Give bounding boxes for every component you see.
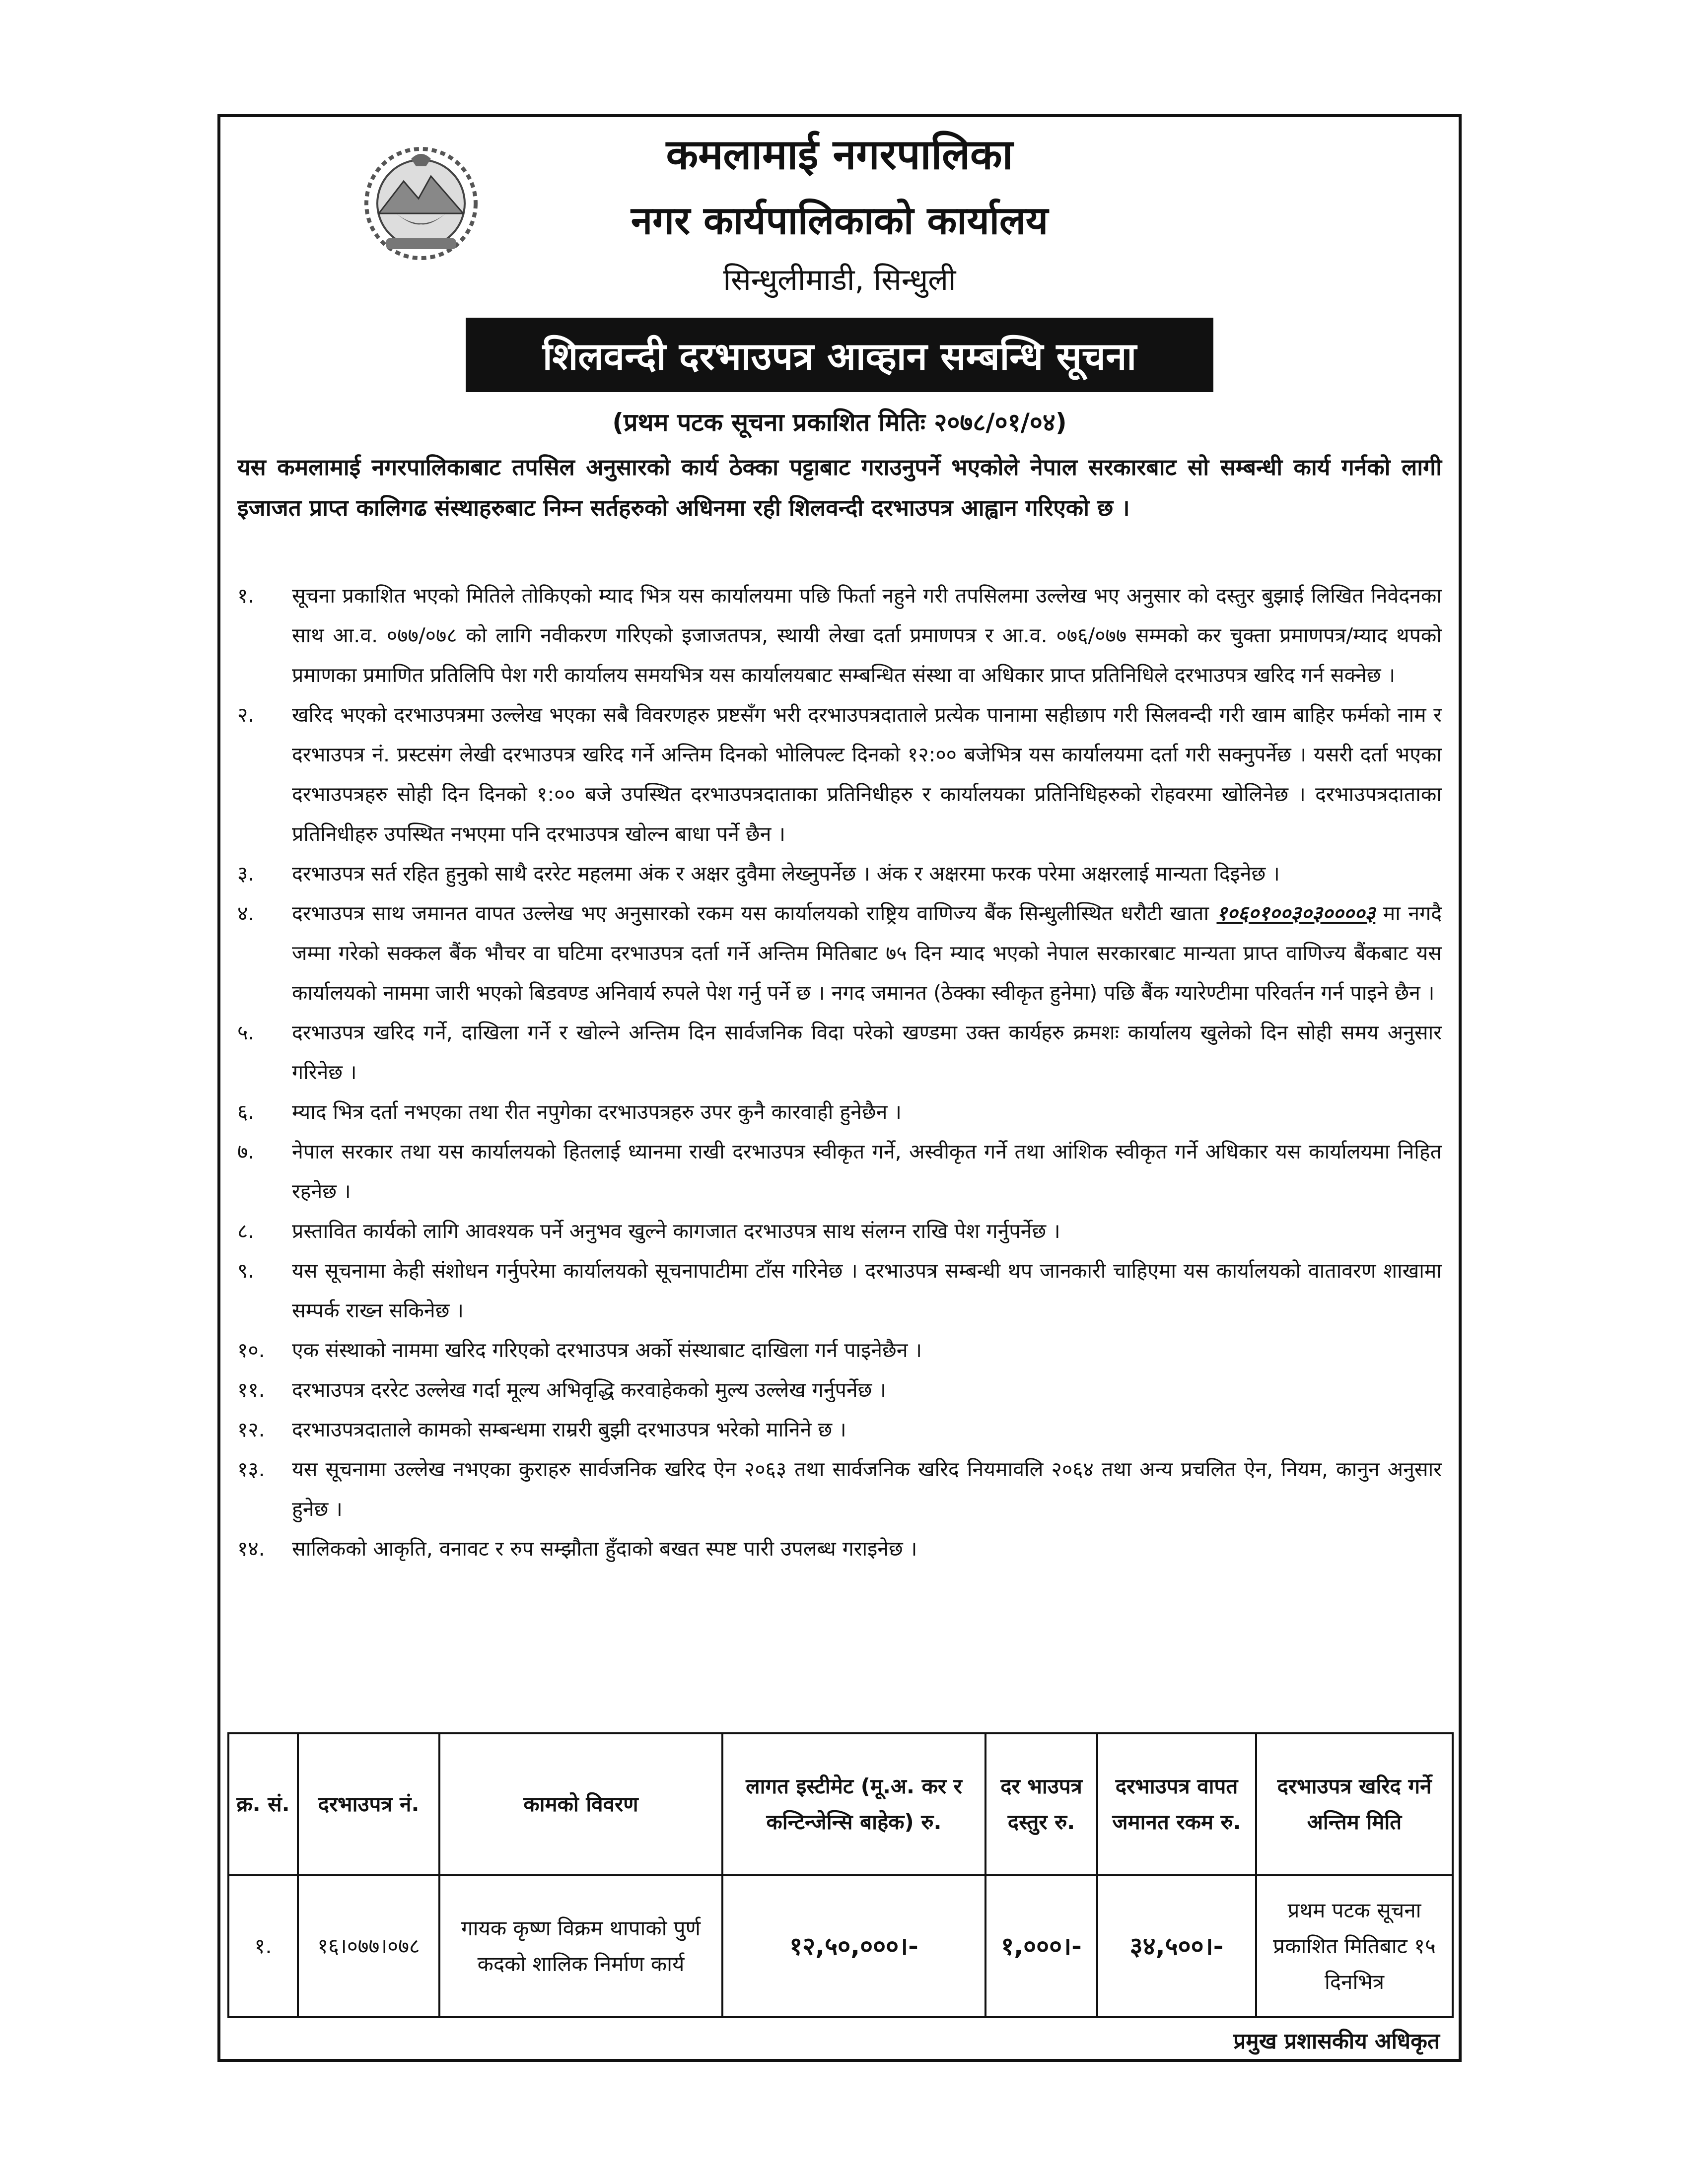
condition-number: ३. — [237, 862, 255, 886]
table-cell: १६।०७७।०७८ — [298, 1875, 439, 2017]
condition-item — [237, 1370, 1442, 1410]
condition-item — [237, 854, 1442, 893]
condition-item — [237, 1330, 1442, 1370]
condition-number: १०. — [237, 1338, 265, 1362]
table-cell: १२,५०,०००।- — [722, 1875, 985, 2017]
condition-number: १२. — [237, 1418, 265, 1441]
office-location: सिन्धुलीमाडी, सिन्धुली — [723, 263, 956, 297]
column-header: क्र. सं. — [228, 1733, 298, 1875]
condition-item — [237, 1529, 1442, 1569]
column-header: कामको विवरण — [439, 1733, 722, 1875]
condition-number: ६. — [237, 1100, 255, 1124]
conditions-list — [237, 576, 1442, 1569]
condition-number: ९. — [237, 1259, 255, 1283]
org-name: कमलामाई नगरपालिका — [666, 130, 1013, 179]
table-header-row — [228, 1733, 1453, 1875]
condition-item — [237, 695, 1442, 854]
condition-number: २. — [237, 703, 255, 727]
condition-item — [237, 893, 1442, 1013]
signature-title: प्रमुख प्रशासकीय अधिकृत — [1233, 2029, 1440, 2054]
condition-item — [237, 1211, 1442, 1251]
condition-number: ४. — [237, 901, 255, 925]
condition-text: दरभाउपत्र साथ जमानत वापत उल्लेख भए अनुसारको रकम यस कार्यालयको राष्ट्रिय वाणिज्य बैंक सिन्धुलीस्थित धरौटी खाता — [292, 901, 1217, 925]
condition-item — [237, 1251, 1442, 1330]
condition-text: दरभाउपत्र खरिद गर्ने, दाखिला गर्ने र खोल्ने अन्तिम दिन सार्वजनिक विदा परेको खण्डमा उक्त कार्यहरु क्रमशः कार्यालय खुलेको दिन सोही समय अनुसार गरिनेछ । — [292, 1021, 1442, 1084]
condition-text: सालिकको आकृति, वनावट र रुप सम्झौता हुँदाको बखत स्पष्ट पारी उपलब्ध गराइनेछ । — [292, 1537, 917, 1561]
condition-text: खरिद भएको दरभाउपत्रमा उल्लेख भएका सबै विवरणहरु प्रष्टसँग भरी दरभाउपत्रदाताले प्रत्येक पानामा सहीछाप गरी सिलवन्दी गरी खाम बाहिर फर्मको नाम र दरभाउपत्र नं. प्रस्टसंग लेखी दरभाउपत्र खरिद गर्ने अन्तिम दिनको भोलिपल्ट दिनको १२:०० बजेभित्र यस कार्यालयमा दर्ता गरी सक्नुपर्नेछ । यसरी दर्ता भएका दरभाउपत्रहरु सोही दिन दिनको १:०० बजे उपस्थित दरभाउपत्रदाताका प्रतिनिधीहरु र कार्यालयका प्रतिनिधिहरुको रोहवरमा खोलिनेछ । दरभाउपत्रदाताका प्रतिनिधीहरु उपस्थित नभएमा पनि दरभाउपत्र खोल्न बाधा पर्ने छैन । — [292, 703, 1442, 846]
column-header: लागत इस्टीमेट (मू.अ. कर र कन्टिन्जेन्सि बाहेक) रु. — [722, 1733, 985, 1875]
condition-text: यस सूचनामा उल्लेख नभएका कुराहरु सार्वजनिक खरिद ऐन २०६३ तथा सार्वजनिक खरिद नियमावलि २०६४ तथा अन्य प्रचलित ऐन, नियम, कानुन अनुसार हुनेछ । — [292, 1457, 1442, 1521]
table-row — [228, 1875, 1453, 2017]
condition-number: ५. — [237, 1021, 255, 1044]
condition-number: ८. — [237, 1219, 255, 1243]
condition-number: १४. — [237, 1537, 265, 1561]
table-cell: ३४,५००।- — [1097, 1875, 1256, 2017]
condition-text: म्याद भित्र दर्ता नभएका तथा रीत नपुगेका दरभाउपत्रहरु उपर कुनै कारवाही हुनेछैन । — [292, 1100, 902, 1124]
publish-date: (प्रथम पटक सूचना प्रकाशित मितिः २०७८/०१/०४) — [612, 408, 1067, 437]
notice-title: शिलवन्दी दरभाउपत्र आव्हान सम्बन्धि सूचना — [466, 318, 1213, 392]
condition-item — [237, 1092, 1442, 1132]
table-cell: गायक कृष्ण विक्रम थापाको पुर्ण कदको शालिक निर्माण कार्य — [439, 1875, 722, 2017]
tender-table — [227, 1732, 1454, 2018]
condition-item — [237, 1449, 1442, 1529]
condition-text: मा नगदै जम्मा गरेको सक्कल बैंक भौचर वा घटिमा दरभाउपत्र दर्ता गर्ने अन्तिम मितिबाट ७५ दिन म्याद भएको नेपाल सरकारबाट मान्यता प्राप्त वाणिज्य बैंकबाट यस कार्यालयको नाममा जारी भएको बिडवण्ड अनिवार्य रुपले पेश गर्नु पर्ने छ । नगद जमानत (ठेक्का स्वीकृत हुनेमा) पछि बैंक ग्यारेण्टीमा परिवर्तन गर्न पाइने छैन । — [292, 901, 1442, 1005]
condition-number: ११. — [237, 1378, 265, 1402]
condition-item — [237, 1013, 1442, 1092]
condition-number: ७. — [237, 1140, 255, 1163]
column-header: दरभाउपत्र खरिद गर्ने अन्तिम मिति — [1256, 1733, 1453, 1875]
condition-text: दरभाउपत्रदाताले कामको सम्बन्धमा राम्ररी बुझी दरभाउपत्र भरेको मानिने छ । — [292, 1418, 846, 1441]
table-cell: १,०००।- — [985, 1875, 1097, 2017]
intro-paragraph: यस कमलामाई नगरपालिकाबाट तपसिल अनुसारको कार्य ठेक्का पट्टाबाट गराउनुपर्ने भएकोले नेपाल सरकारबाट सो सम्बन्धी कार्य गर्नको लागी इजाजत प्राप्त कालिगढ संस्थाहरुबाट निम्न सर्तहरुको अधिनमा रही शिलवन्दी दरभाउपत्र आह्वान गरिएको छ । — [237, 454, 1442, 521]
condition-text: दरभाउपत्र सर्त रहित हुनुको साथै दररेट महलमा अंक र अक्षर दुवैमा लेख्नुपर्नेछ । अंक र अक्षरमा फरक परेमा अक्षरलाई मान्यता दिइनेछ । — [292, 862, 1280, 886]
column-header: दरभाउपत्र वापत जमानत रकम रु. — [1097, 1733, 1256, 1875]
table-cell: १. — [228, 1875, 298, 2017]
column-header: दरभाउपत्र नं. — [298, 1733, 439, 1875]
bank-account-number: १०६०१००३०३००००३ — [1216, 901, 1376, 925]
condition-text: सूचना प्रकाशित भएको मितिले तोकिएको म्याद भित्र यस कार्यालयमा पछि फिर्ता नहुने गरी तपसिलमा उल्लेख भए अनुसार को दस्तुर बुझाई लिखित निवेदनका साथ आ.व. ०७७/०७८ को लागि नवीकरण गरिएको इजाजतपत्र, स्थायी लेखा दर्ता प्रमाणपत्र र आ.व. ०७६/०७७ सम्मको कर चुक्ता प्रमाणपत्र/म्याद थपको प्रमाणका प्रमाणित प्रतिलिपि पेश गरी कार्यालय समयभित्र यस कार्यालयबाट सम्बन्धित संस्था वा अधिकार प्राप्त प्रतिनिधिले दरभाउपत्र खरिद गर्न सक्नेछ । — [292, 584, 1442, 687]
condition-item — [237, 1132, 1442, 1211]
condition-text: यस सूचनामा केही संशोधन गर्नुपरेमा कार्यालयको सूचनापाटीमा टाँस गरिनेछ । दरभाउपत्र सम्बन्धी थप जानकारी चाहिएमा यस कार्यालयको वातावरण शाखामा सम्पर्क राख्न सकिनेछ । — [292, 1259, 1442, 1322]
condition-item — [237, 1410, 1442, 1449]
condition-text: प्रस्तावित कार्यको लागि आवश्यक पर्ने अनुभव खुल्ने कागजात दरभाउपत्र साथ संलग्न राखि पेश गर्नुपर्नेछ । — [292, 1219, 1060, 1243]
column-header: दर भाउपत्र दस्तुर रु. — [985, 1733, 1097, 1875]
office-name: नगर कार्यपालिकाको कार्यालय — [631, 199, 1049, 243]
condition-text: दरभाउपत्र दररेट उल्लेख गर्दा मूल्य अभिवृद्धि करवाहेकको मुल्य उल्लेख गर्नुपर्नेछ । — [292, 1378, 886, 1402]
condition-number: १. — [237, 584, 255, 608]
condition-number: १३. — [237, 1457, 265, 1481]
condition-text: नेपाल सरकार तथा यस कार्यालयको हितलाई ध्यानमा राखी दरभाउपत्र स्वीकृत गर्ने, अस्वीकृत गर्ने तथा आंशिक स्वीकृत गर्ने अधिकार यस कार्यालयमा निहित रहनेछ । — [292, 1140, 1442, 1203]
table-cell: प्रथम पटक सूचना प्रकाशित मितिबाट १५ दिनभित्र — [1256, 1875, 1453, 2017]
condition-text: एक संस्थाको नाममा खरिद गरिएको दरभाउपत्र अर्को संस्थाबाट दाखिला गर्न पाइनेछैन । — [292, 1338, 922, 1362]
condition-item — [237, 576, 1442, 695]
